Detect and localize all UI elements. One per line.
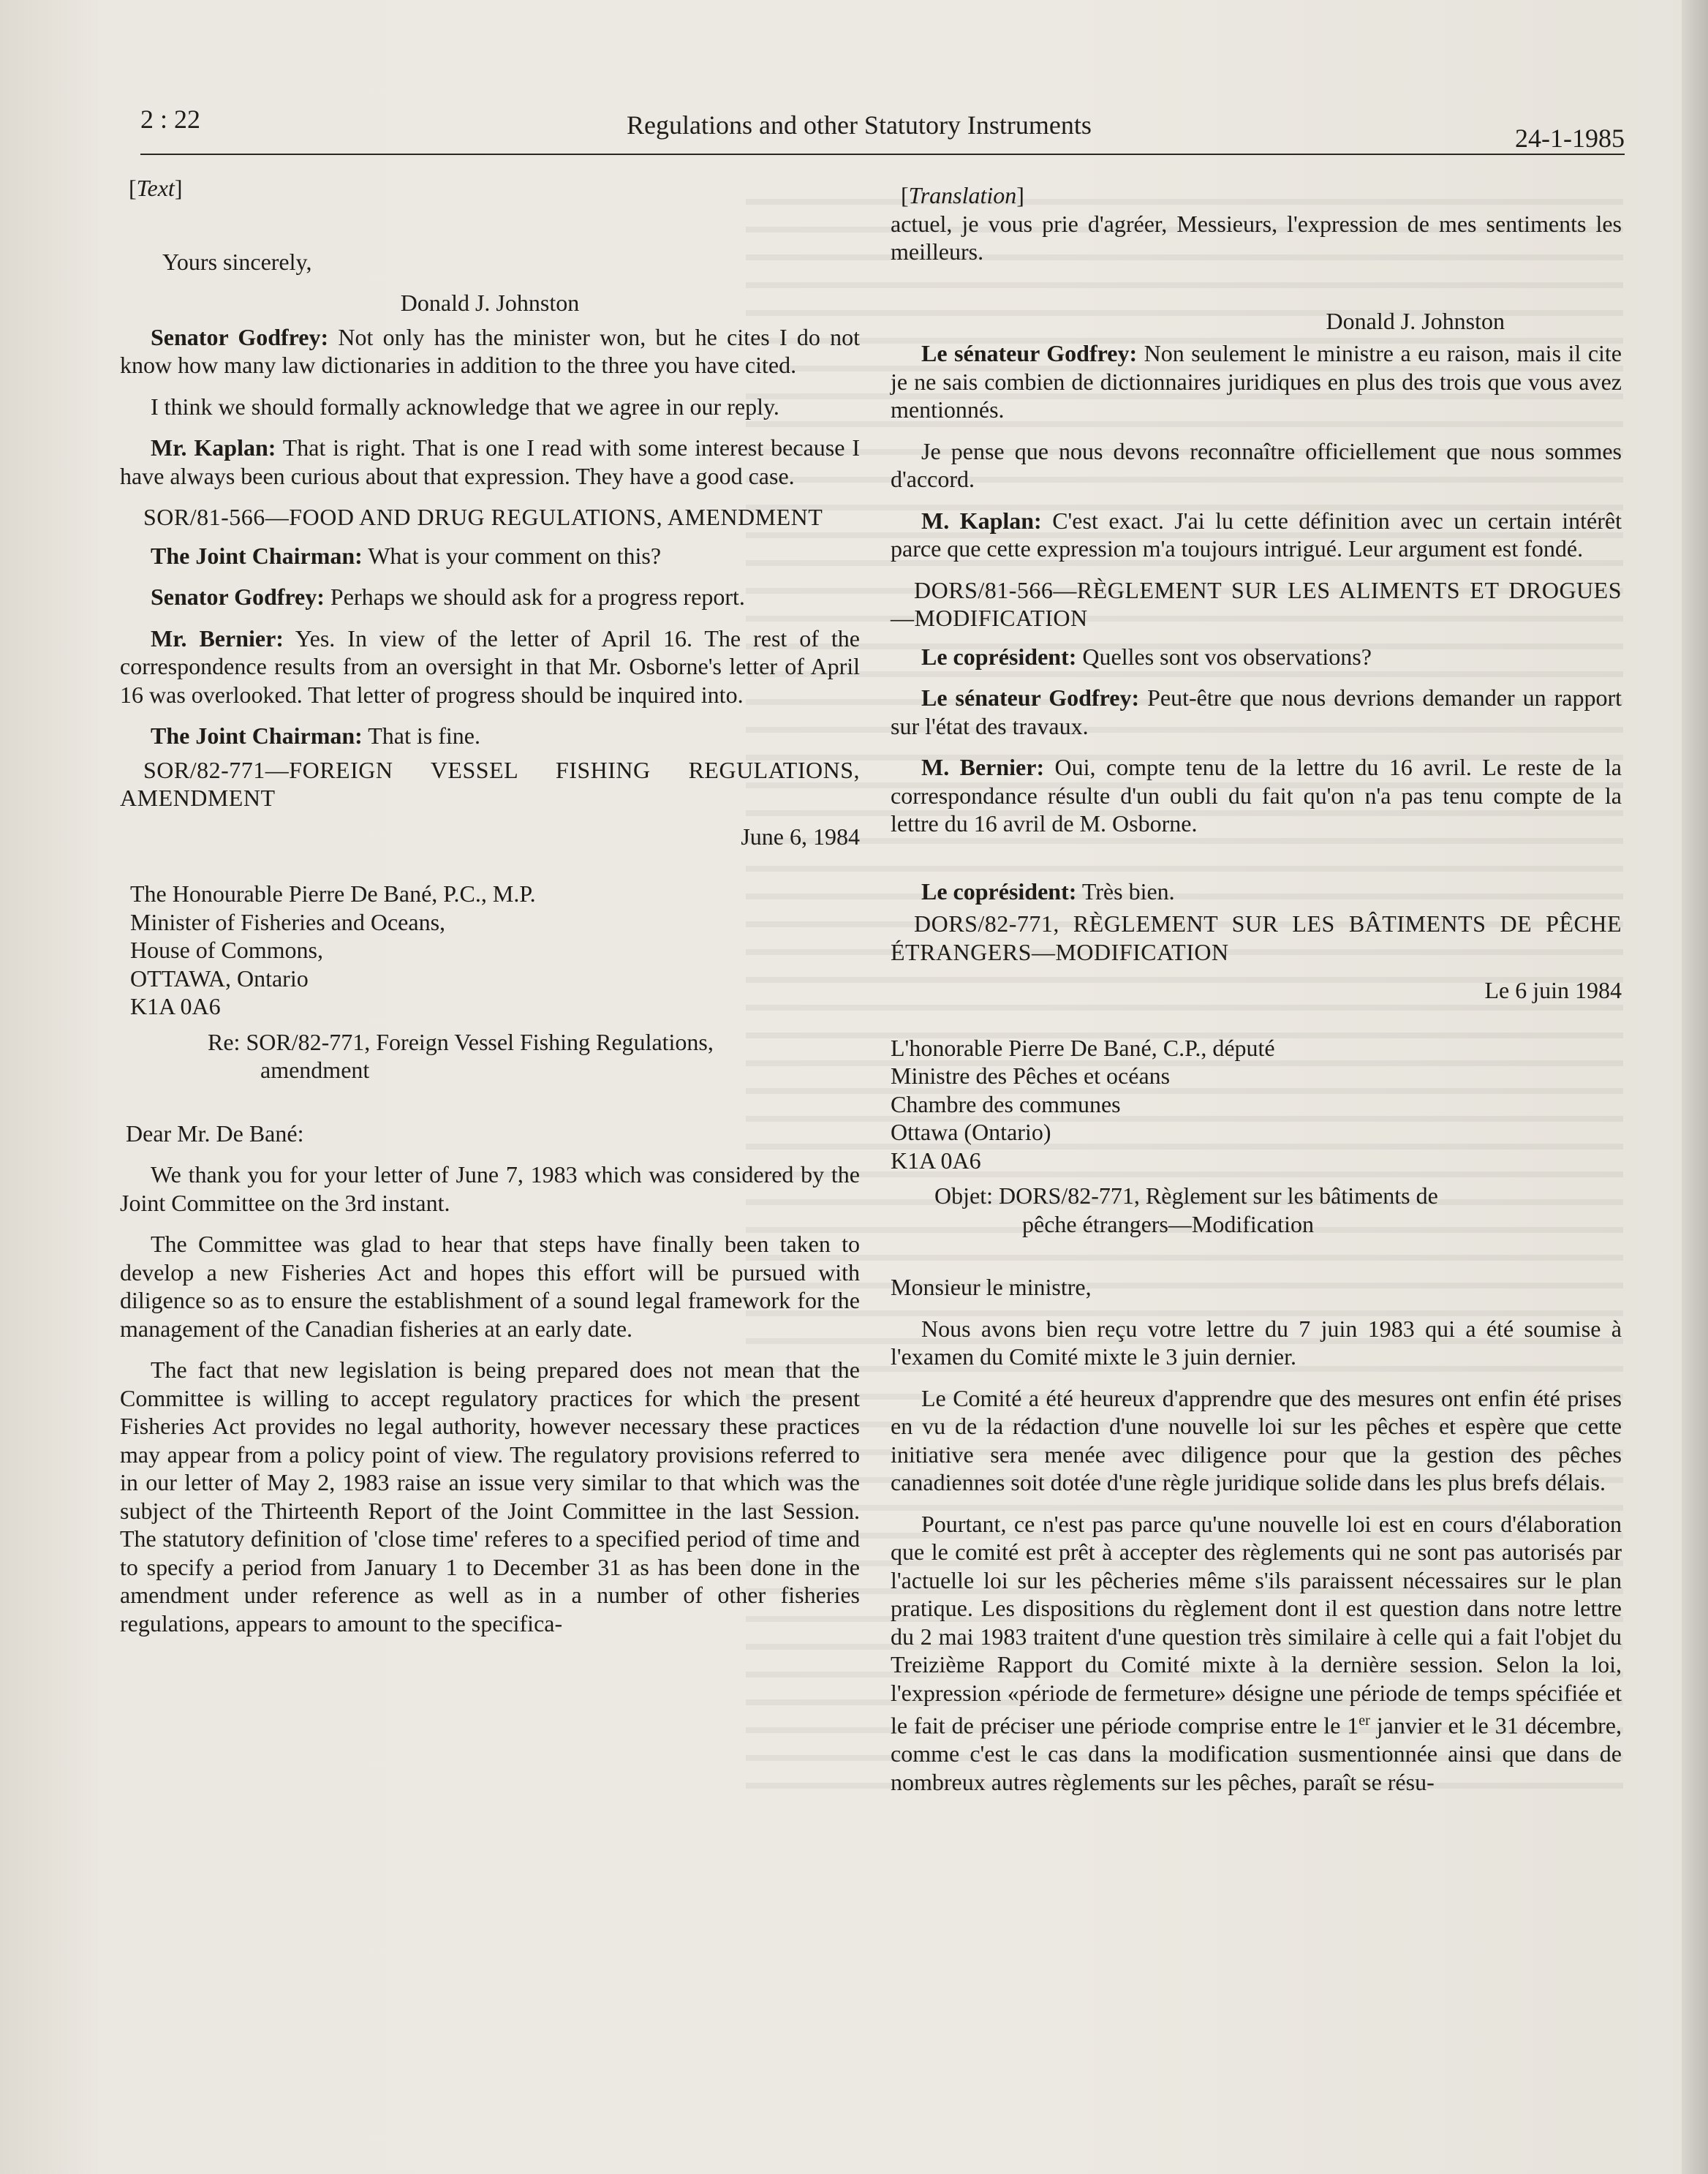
letter-para-1: Nous avons bien reçu votre lettre du 7 juin 1983 qui a été soumise à l'examen du Comité mixte le 3 juin dernier. — [891, 1315, 1622, 1370]
section-heading-1: DORS/81-566—RÈGLEMENT SUR LES ALIMENTS ET DROGUES—MODIFICATION — [891, 576, 1622, 631]
speech-chairman-2: Le coprésident: Très bien. — [921, 877, 1175, 905]
object-line: Objet: DORS/82-771, Règlement sur les bâtiments de pêche étrangers—Modification — [934, 1182, 1438, 1237]
letter-date: Le 6 juin 1984 — [1484, 977, 1622, 1003]
letter-para-2: The Committee was glad to hear that steps have finally been taken to develop a new Fisheries Act and hopes this effort will be pursued with diligence so as to ensure the establishment of a sound legal framework for the management of the Canadian fisheries at an early date. — [120, 1231, 860, 1342]
letter-date: June 6, 1984 — [741, 823, 860, 850]
speech-chairman-1: The Joint Chairman: What is your comment on this? — [151, 542, 662, 569]
speech-continued: I think we should formally acknowledge that we agree in our reply. — [151, 393, 779, 420]
text-tag: [Text] — [129, 175, 183, 201]
speech-godfrey-1: Le sénateur Godfrey: Non seulement le ministre a eu raison, mais il cite je ne sais combien de dictionnaires juridiques en plus des trois que vous avez mentionnés. — [891, 340, 1622, 423]
letter-para-2: Le Comité a été heureux d'apprendre que des mesures ont enfin été prises en vu de la rédaction d'une nouvelle loi sur les pêches et espère que cette initiative sera menée avec diligence pour que la gestion des pêches canadiennes soit dotée d'une règle juridique solide dans les plus brefs délais. — [891, 1384, 1622, 1495]
section-heading-1: SOR/81-566—FOOD AND DRUG REGULATIONS, AMENDMENT — [143, 504, 823, 530]
letter-para-1: We thank you for your letter of June 7, 1983 which was considered by the Joint Committee on the 3rd instant. — [120, 1161, 860, 1216]
page-header — [140, 101, 1625, 155]
speech-chairman-2: The Joint Chairman: That is fine. — [151, 722, 480, 749]
speech-kaplan: Mr. Kaplan: That is right. That is one I read with some interest because I have always been curious about that expression. They have a good case. — [120, 434, 861, 489]
speech-bernier: M. Bernier: Oui, compte tenu de la lettre du 16 avril. Le reste de la correspondance résulte d'un oubli du fait qu'on n'a pas tenu compte de la lettre du 16 avril de M. Osborne. — [891, 754, 1622, 837]
page-number: 2 : 22 — [140, 105, 201, 134]
signature: Donald J. Johnston — [1326, 307, 1505, 334]
speech-continued: Je pense que nous devons reconnaître officiellement que nous sommes d'accord. — [891, 437, 1622, 492]
salutation: Monsieur le ministre, — [891, 1274, 1092, 1300]
english-column — [120, 174, 860, 1650]
translation-tag: [Translation] — [901, 182, 1024, 208]
address-block: The Honourable Pierre De Bané, P.C., M.P. Minister of Fisheries and Oceans, House of Commons, OTTAWA, Ontario K1A 0A6 — [130, 880, 536, 1019]
closing: Yours sincerely, — [162, 248, 312, 275]
section-heading-2: SOR/82-771—FOREIGN VESSEL FISHING REGULATIONS, AMENDMENT — [120, 756, 860, 811]
page-edge — [1682, 0, 1708, 2174]
letter-para-3: Pourtant, ce n'est pas parce qu'une nouvelle loi est en cours d'élaboration que le comité est prêt à accepter des règlements qui ne sont pas autorisés par l'actuelle loi sur les pêcheries même s'ils paraissent nécessaires sur le plan pratique. Les dispositions du règlement dont il est question dans notre lettre du 2 mai 1983 traitent d'une question très similaire à celle qui a fait l'objet du Treizième Rapport du Comité mixte à la dernière session. Selon la loi, l'expression «période de fermeture» désigne une période de temps spécifiée et le fait de préciser une période comprise entre le 1er janvier et le 31 décembre, comme c'est le cas dans la modification susmentionnée ainsi que dans de nombreux autres règlements sur les pêches, paraît se résu- — [891, 1510, 1622, 1795]
issue-date: 24-1-1985 — [1515, 124, 1625, 153]
speech-chairman-1: Le coprésident: Quelles sont vos observations? — [921, 643, 1372, 670]
speech-bernier: Mr. Bernier: Yes. In view of the letter of April 16. The rest of the correspondence results from an oversight in that Mr. Osborne's letter of April 16 was overlooked. That letter of progress should be inquired into. — [120, 624, 861, 708]
speech-godfrey-2: Le sénateur Godfrey: Peut-être que nous devrions demander un rapport sur l'état des travaux. — [891, 684, 1622, 739]
speech-godfrey-1: Senator Godfrey: Not only has the minister won, but he cites I do not know how many law dictionaries in addition to the three you have cited. — [120, 323, 861, 378]
signature: Donald J. Johnston — [400, 290, 580, 316]
speech-godfrey-2: Senator Godfrey: Perhaps we should ask for a progress report. — [151, 584, 745, 610]
closing-cont: actuel, je vous prie d'agréer, Messieurs, l'expression de mes sentiments les meilleurs. — [891, 210, 1622, 265]
salutation: Dear Mr. De Bané: — [126, 1120, 304, 1147]
letter-para-3: The fact that new legislation is being prepared does not mean that the Committee is willing to accept regulatory practices for which the present Fisheries Act provides no legal authority, however necessary these practices may appear from a policy point of view. The regulatory provisions referred to in our letter of May 2, 1983 raise an issue very similar to that which was the subject of the Thirteenth Report of the Joint Committee in the last Session. The statutory definition of 'close time' referes to a specified period of time and to specify a period from January 1 to December 31 as has been done in the amendment under reference as well as in a number of other fisheries regulations, appears to amount to the specifica- — [120, 1356, 860, 1637]
address-block: L'honorable Pierre De Bané, C.P., député Ministre des Pêches et océans Chambre des communes Ottawa (Ontario) K1A 0A6 — [891, 1034, 1275, 1174]
speech-kaplan: M. Kaplan: C'est exact. J'ai lu cette définition avec un certain intérêt parce que cette expression m'a toujours intrigué. Leur argument est fondé. — [891, 507, 1622, 562]
running-title: Regulations and other Statutory Instruments — [627, 110, 1092, 140]
section-heading-2: DORS/82-771, RÈGLEMENT SUR LES BÂTIMENTS DE PÊCHE ÉTRANGERS—MODIFICATION — [891, 910, 1622, 965]
french-column — [891, 174, 1622, 1809]
re-line: Re: SOR/82-771, Foreign Vessel Fishing Regulations, amendment — [208, 1028, 714, 1083]
